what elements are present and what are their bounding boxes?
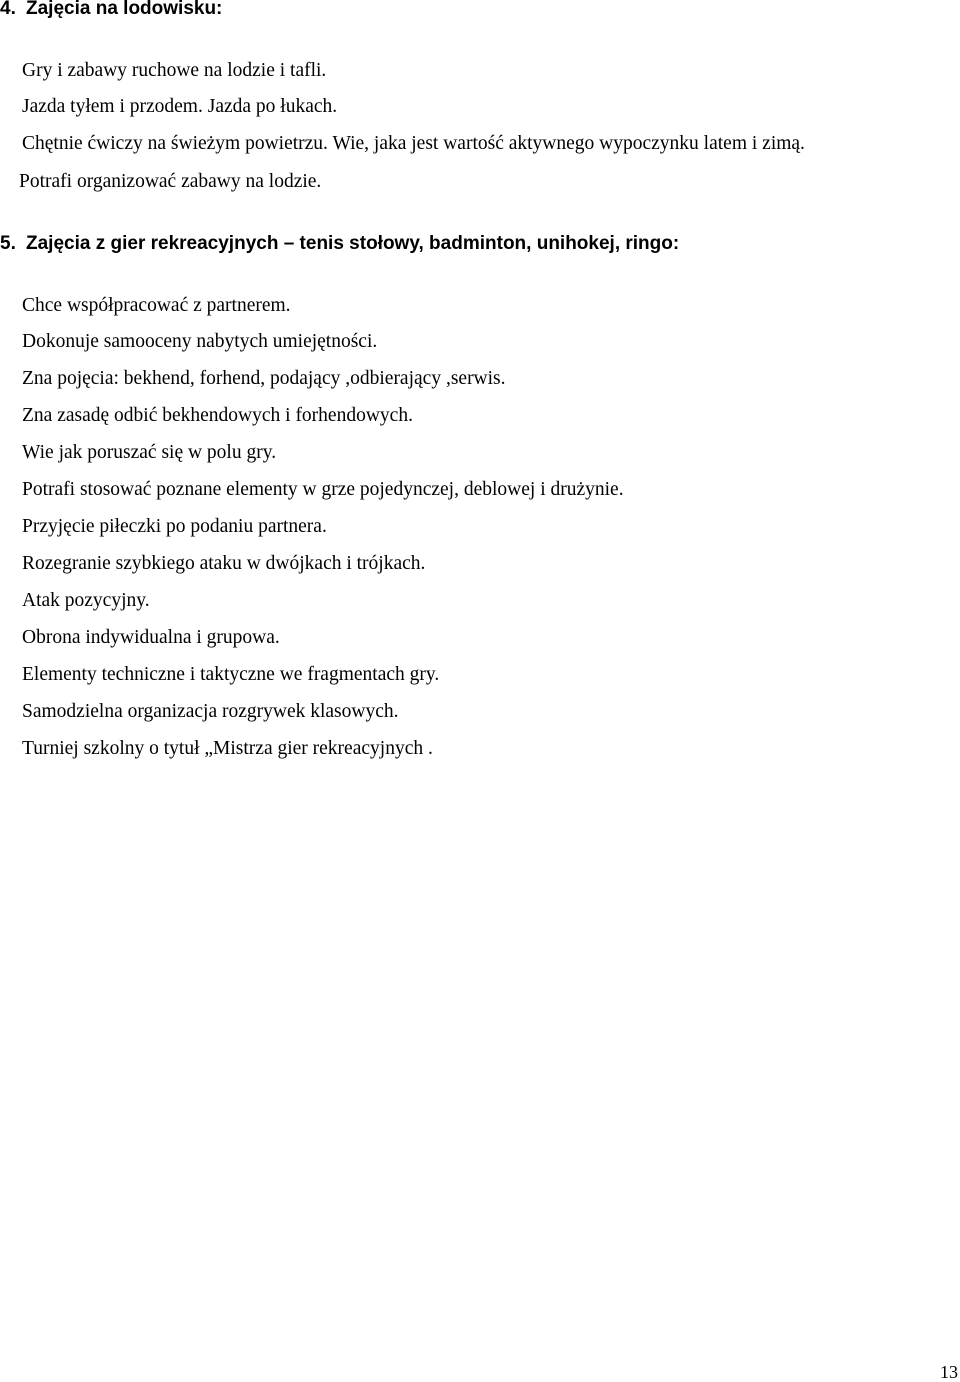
section-4-item: Jazda tyłem i przodem. Jazda po łukach. (22, 96, 338, 117)
section-5-item: Zna pojęcia: bekhend, forhend, podający ,odbierający ,serwis. (22, 368, 506, 389)
section-5-item: Przyjęcie piłeczki po podaniu partnera. (22, 516, 327, 537)
section-4-title: Zajęcia na lodowisku: (26, 0, 223, 19)
section-5-item: Chce współpracować z partnerem. (22, 295, 291, 316)
section-4-heading (0, 0, 222, 20)
section-5-number: 5. (0, 233, 16, 254)
section-4-item: Gry i zabawy ruchowe na lodzie i tafli. (22, 60, 327, 81)
section-5-item: Wie jak poruszać się w polu gry. (22, 442, 277, 463)
section-4-item: Chętnie ćwiczy na świeżym powietrzu. Wie, jaka jest wartość aktywnego wypoczynku latem i zimą. (22, 133, 805, 154)
section-5-item: Samodzielna organizacja rozgrywek klasowych. (22, 701, 399, 722)
section-5-item: Elementy techniczne i taktyczne we fragmentach gry. (22, 664, 440, 685)
section-5-title: Zajęcia z gier rekreacyjnych – tenis stołowy, badminton, unihokej, ringo: (26, 233, 680, 254)
section-5-item: Obrona indywidualna i grupowa. (22, 627, 280, 648)
section-5-heading (0, 233, 679, 255)
section-4-item: Potrafi organizować zabawy na lodzie. (19, 171, 322, 192)
section-5-item: Dokonuje samooceny nabytych umiejętności. (22, 331, 378, 352)
section-5-item: Rozegranie szybkiego ataku w dwójkach i trójkach. (22, 553, 426, 574)
section-5-item: Turniej szkolny o tytuł „Mistrza gier rekreacyjnych . (22, 738, 433, 759)
section-5-item: Atak pozycyjny. (22, 590, 150, 611)
section-4-number: 4. (0, 0, 16, 19)
section-5-item: Zna zasadę odbić bekhendowych i forhendowych. (22, 405, 413, 426)
page-number: 13 (940, 1362, 958, 1382)
section-5-item: Potrafi stosować poznane elementy w grze pojedynczej, deblowej i drużynie. (22, 479, 624, 500)
